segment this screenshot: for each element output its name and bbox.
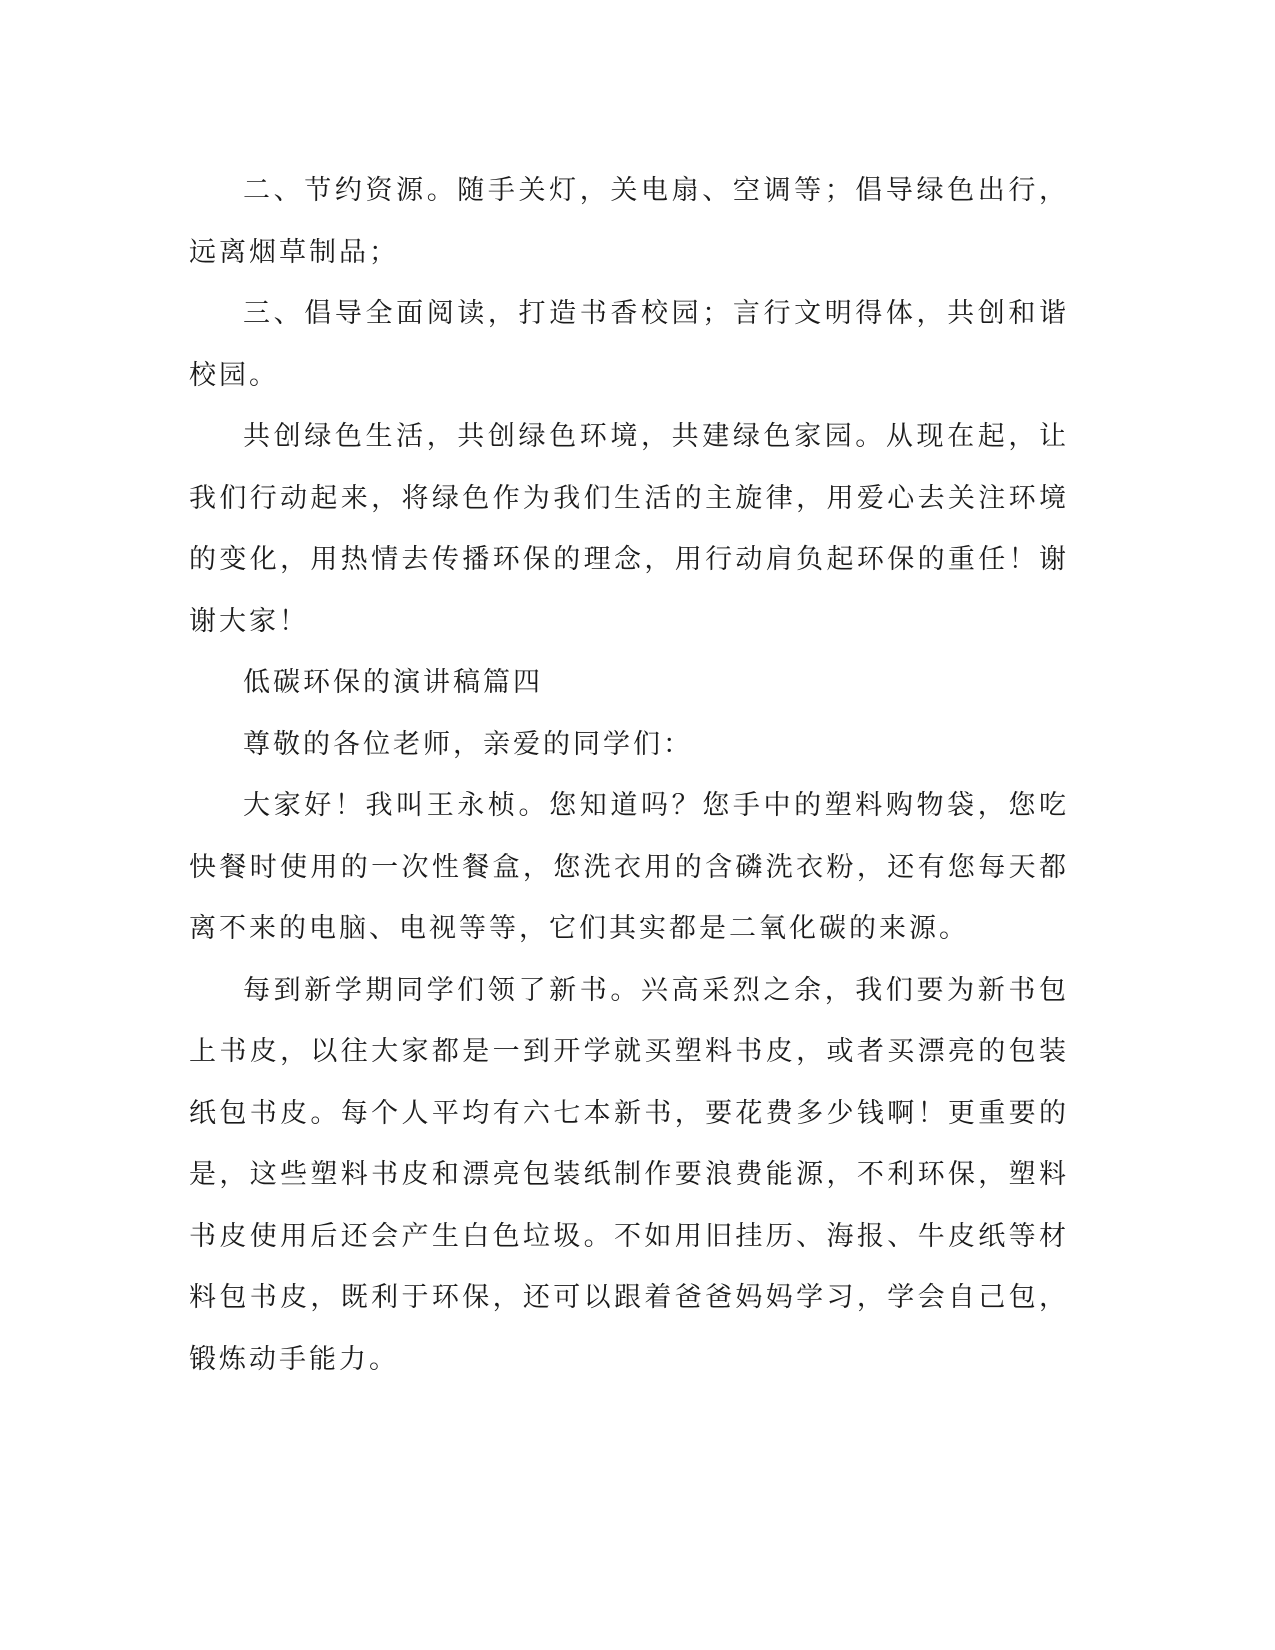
section-heading: 低碳环保的演讲稿篇四 (243, 667, 543, 698)
paragraph-introduction: 大家好！我叫王永桢。您知道吗？您手中的塑料购物袋，您吃快餐时使用的一次性餐盒，您洗衣用的含磷洗衣粉，还有您每天都离不来的电脑、电视等等，它们其实都是二氧化碳的来源。 (189, 790, 1069, 944)
paragraph-reading-campus: 三、倡导全面阅读，打造书香校园；言行文明得体，共创和谐校园。 (189, 298, 1069, 391)
document-body (189, 160, 1069, 1390)
paragraph-green-life: 共创绿色生活，共创绿色环境，共建绿色家园。从现在起，让我们行动起来，将绿色作为我们生活的主旋律，用爱心去关注环境的变化，用热情去传播环保的理念，用行动肩负起环保的重任！谢谢大家！ (189, 421, 1069, 637)
paragraph-greeting: 尊敬的各位老师，亲爱的同学们： (243, 728, 693, 760)
paragraph-book-covers: 每到新学期同学们领了新书。兴高采烈之余，我们要为新书包上书皮，以往大家都是一到开学就买塑料书皮，或者买漂亮的包装纸包书皮。每个人平均有六七本新书，要花费多少钱啊！更重要的是，这些塑料书皮和漂亮包装纸制作要浪费能源，不利环保，塑料书皮使用后还会产生白色垃圾。不如用旧挂历、海报、牛皮纸等材料包书皮，既利于环保，还可以跟着爸爸妈妈学习，学会自己包，锻炼动手能力。 (189, 974, 1069, 1375)
paragraph-save-resources: 二、节约资源。随手关灯，关电扇、空调等；倡导绿色出行，远离烟草制品； (189, 175, 1069, 268)
